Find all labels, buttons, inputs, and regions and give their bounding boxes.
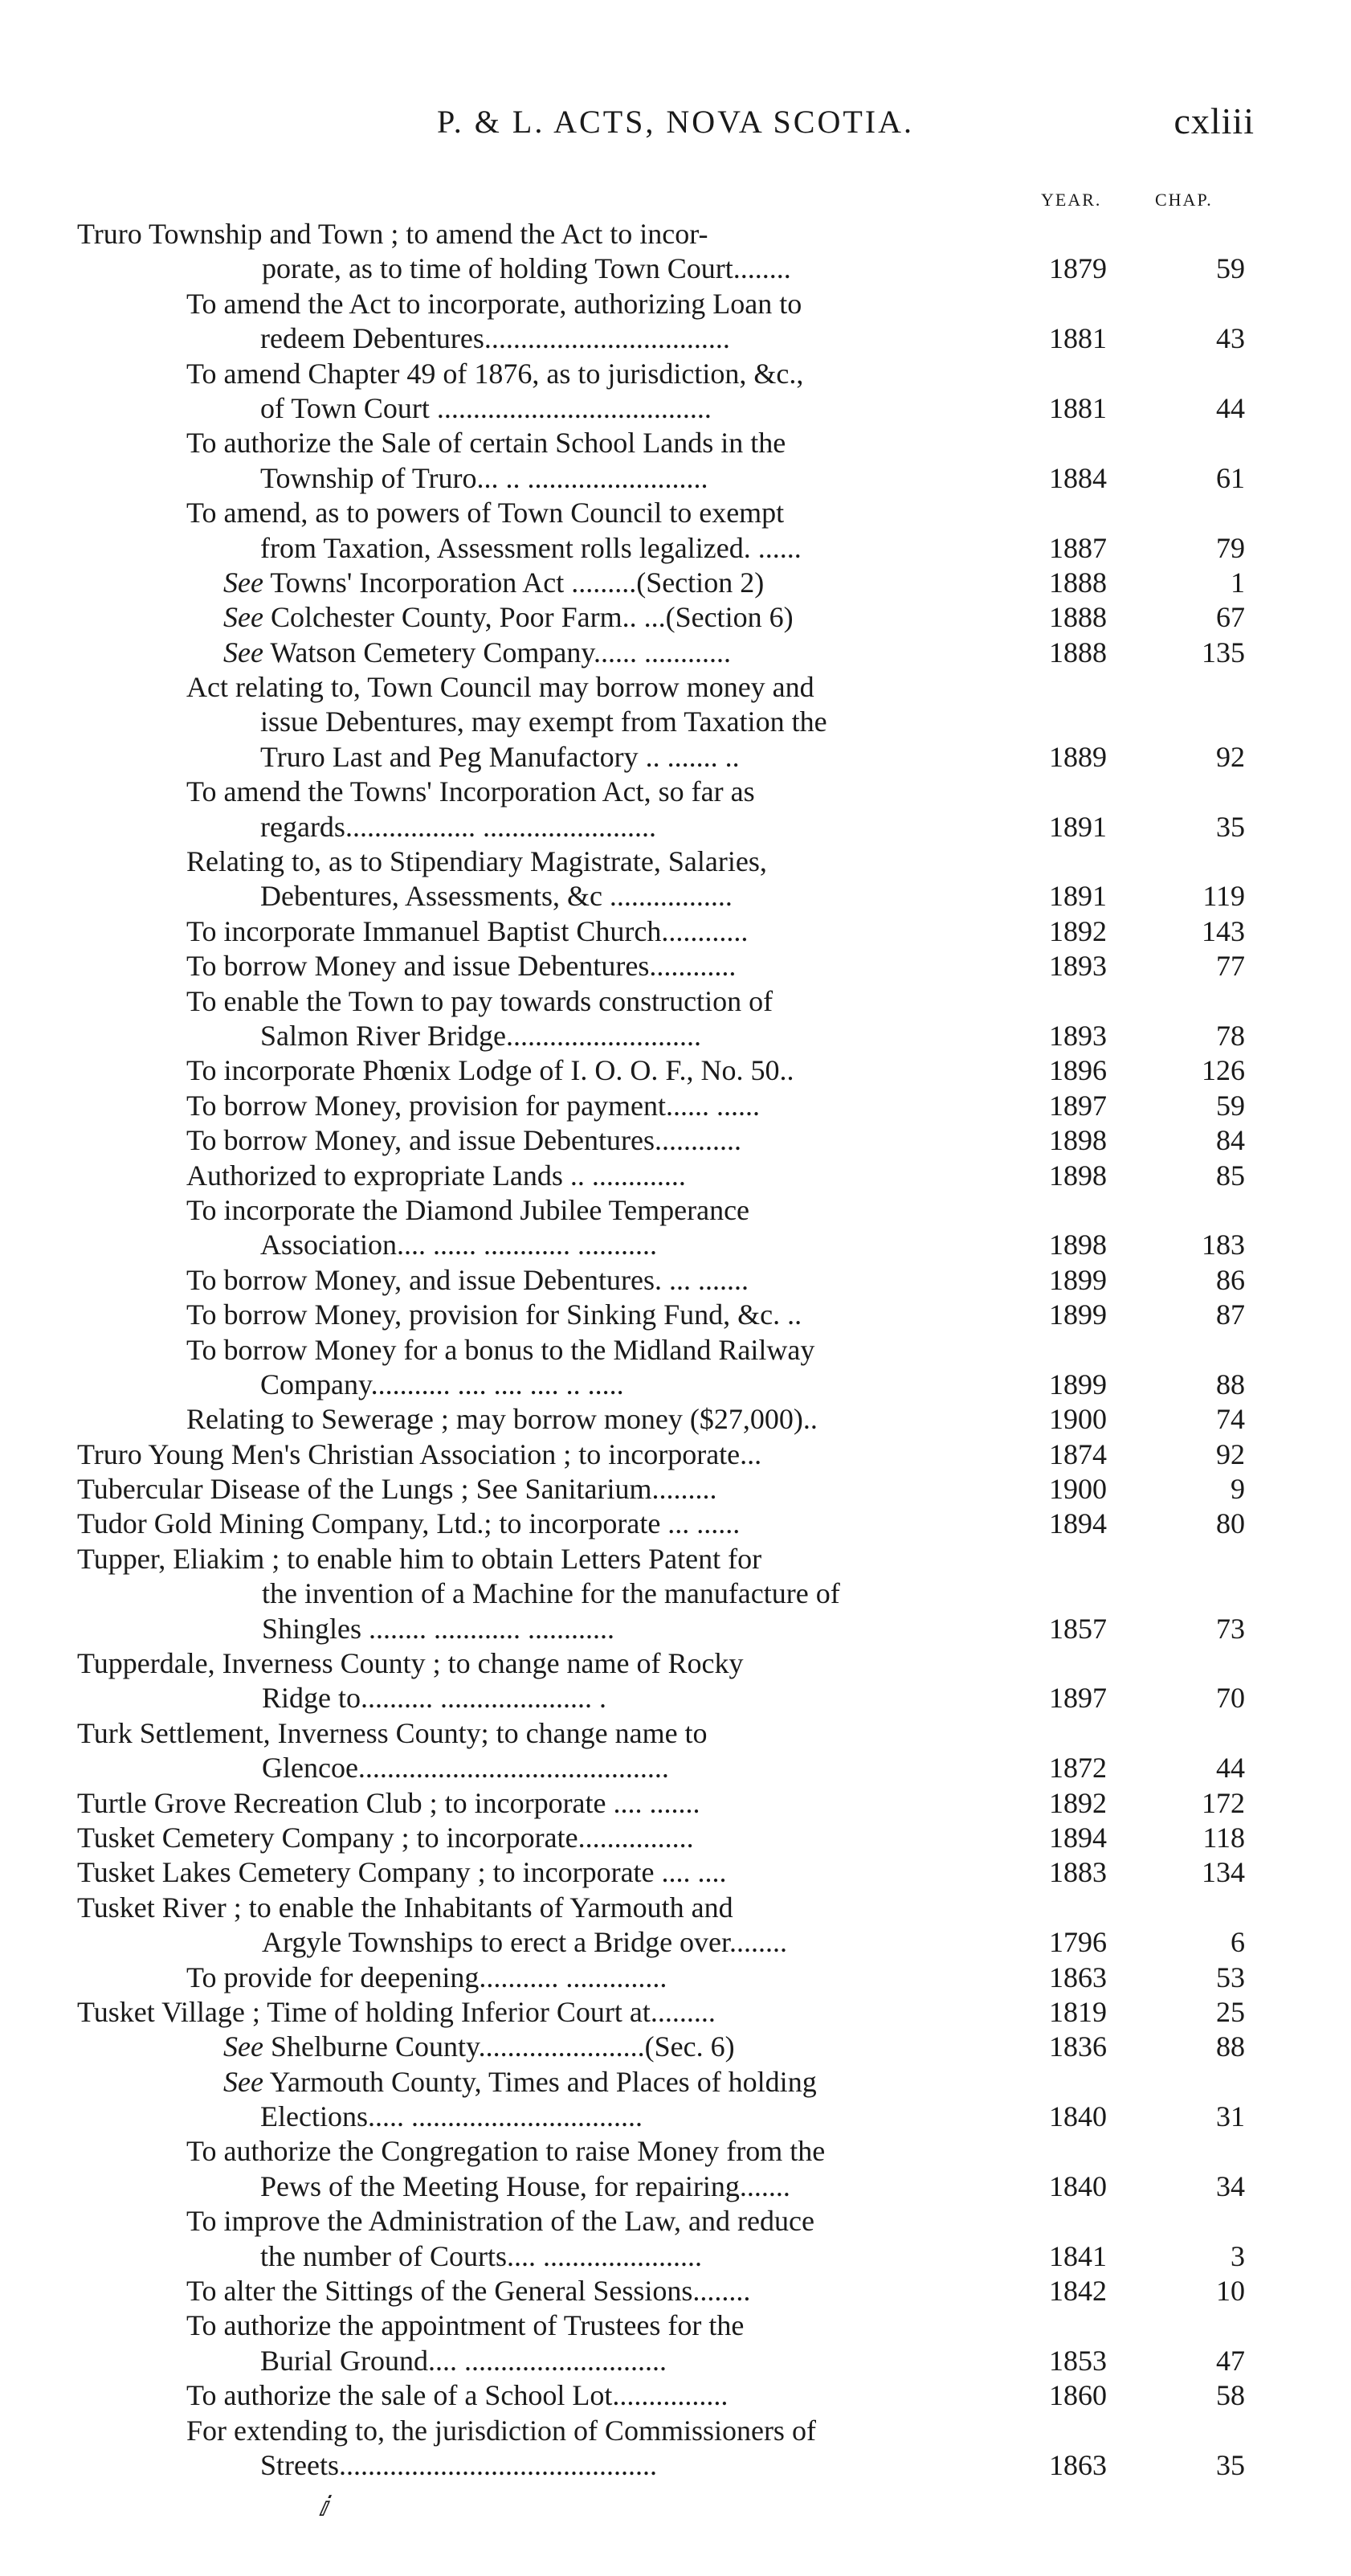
entry-year: 1897 (1049, 1682, 1107, 1715)
index-entry (0, 1716, 1351, 1786)
entry-year: 1898 (1049, 1229, 1107, 1261)
entry-year: 1872 (1049, 1752, 1107, 1785)
entry-chapter: 84 (1216, 1124, 1245, 1157)
entry-text: To incorporate Phœnix Lodge of I. O. O. F., No. 50.. (186, 1054, 794, 1087)
entry-year: 1891 (1049, 810, 1107, 843)
entry-text: redeem Debentures.................................. (260, 322, 730, 355)
chap-column-heading: CHAP. (1155, 190, 1213, 210)
entry-line (0, 2030, 1351, 2064)
entry-text: To incorporate the Diamond Jubilee Temperance (186, 1193, 750, 1226)
entry-line (0, 670, 1351, 705)
entry-year: 1874 (1049, 1437, 1107, 1470)
entry-year: 1879 (1049, 252, 1107, 285)
entry-chapter: 183 (1202, 1229, 1245, 1261)
index-entry (0, 1437, 1351, 1472)
entry-text: Relating to, as to Stipendiary Magistrate, Salaries, (186, 845, 767, 878)
index-entry (0, 1542, 1351, 1646)
entry-text: To amend the Act to incorporate, authorizing Loan to (186, 287, 802, 320)
entry-line (0, 391, 1351, 426)
entry-chapter: 126 (1202, 1054, 1245, 1087)
entry-chapter: 85 (1216, 1159, 1245, 1192)
index-entry (0, 1961, 1351, 1995)
entry-year: 1894 (1049, 1821, 1107, 1854)
year-column-heading: YEAR. (1041, 190, 1102, 210)
entry-year: 1893 (1049, 950, 1107, 983)
index-entry (0, 1472, 1351, 1507)
index-entry (0, 2378, 1351, 2413)
entry-line (0, 531, 1351, 566)
entry-text: Watson Cemetery Company...... ............ (270, 636, 732, 669)
entry-line (0, 1681, 1351, 1715)
entry-chapter: 6 (1231, 1926, 1245, 1959)
entry-chapter: 34 (1216, 2169, 1245, 2202)
see-reference: See (223, 636, 263, 669)
entry-chapter: 9 (1231, 1473, 1245, 1506)
entry-text: To borrow Money and issue Debentures............ (186, 950, 737, 983)
entry-line (0, 1751, 1351, 1785)
entry-text: Act relating to, Town Council may borrow money and (186, 671, 814, 704)
entry-text: Elections..... ................................ (260, 2100, 643, 2133)
entry-line (0, 984, 1351, 1019)
index-entry (0, 566, 1351, 600)
entry-text: Relating to Sewerage ; may borrow money ($27,000).. (186, 1403, 818, 1436)
entry-line (0, 1228, 1351, 1262)
entry-text: Authorized to expropriate Lands .. ............. (186, 1159, 686, 1192)
entry-line (0, 1159, 1351, 1193)
entry-year: 1899 (1049, 1368, 1107, 1400)
entry-chapter: 172 (1202, 1786, 1245, 1819)
entry-year: 1899 (1049, 1263, 1107, 1296)
entry-text: Ridge to.......... ..................... . (262, 1682, 606, 1715)
index-entry (0, 636, 1351, 670)
entry-text: of Town Court ...................................... (260, 391, 712, 424)
entry-chapter: 78 (1216, 1019, 1245, 1052)
entry-text: To borrow Money, provision for Sinking Fund, &c. .. (186, 1298, 802, 1331)
entry-chapter: 1 (1231, 566, 1245, 599)
entry-text: To authorize the appointment of Trustees for the (186, 2309, 745, 2342)
entry-text: To borrow Money, provision for payment...... ...... (186, 1089, 761, 1122)
entry-line (0, 2169, 1351, 2204)
entry-text: Tubercular Disease of the Lungs ; See Sanitarium......... (77, 1473, 717, 1506)
entry-line (0, 879, 1351, 914)
entry-year: 1898 (1049, 1159, 1107, 1192)
entry-text: Glencoe........................................... (262, 1752, 669, 1785)
entry-year: 1887 (1049, 531, 1107, 564)
entry-line (0, 2344, 1351, 2378)
entry-line (0, 600, 1351, 635)
entry-chapter: 47 (1216, 2344, 1245, 2377)
entry-year: 1888 (1049, 601, 1107, 634)
entry-text: To amend Chapter 49 of 1876, as to jurisdiction, &c., (186, 357, 804, 390)
index-entry (0, 1123, 1351, 1158)
entry-line (0, 496, 1351, 530)
entry-year: 1893 (1049, 1019, 1107, 1052)
entry-chapter: 143 (1202, 914, 1245, 947)
entry-text: Tusket Lakes Cemetery Company ; to incorporate .... .... (77, 1856, 727, 1889)
index-entries (0, 217, 1351, 2483)
entry-line (0, 287, 1351, 321)
entry-text: To provide for deepening........... .............. (186, 1961, 667, 1993)
index-entry (0, 1333, 1351, 1403)
entry-year: 1841 (1049, 2239, 1107, 2272)
index-entry (0, 1821, 1351, 1855)
index-entry (0, 217, 1351, 287)
entry-year: 1853 (1049, 2344, 1107, 2377)
entry-line (0, 775, 1351, 809)
entry-chapter: 134 (1202, 1856, 1245, 1889)
entry-year: 1863 (1049, 2449, 1107, 2481)
entry-text: To authorize the Sale of certain School Lands in the (186, 427, 786, 460)
entry-year: 1897 (1049, 1089, 1107, 1122)
entry-line (0, 1123, 1351, 1158)
entry-chapter: 43 (1216, 322, 1245, 355)
index-entry (0, 914, 1351, 949)
entry-chapter: 86 (1216, 1263, 1245, 1296)
index-entry (0, 775, 1351, 844)
index-entry (0, 287, 1351, 357)
entry-line (0, 1298, 1351, 1332)
entry-chapter: 58 (1216, 2379, 1245, 2412)
entry-text: Burial Ground.... ............................ (260, 2344, 667, 2377)
entry-line (0, 1193, 1351, 1228)
entry-year: 1900 (1049, 1473, 1107, 1506)
entry-text: To borrow Money for a bonus to the Midland Railway (186, 1333, 815, 1366)
entry-line (0, 810, 1351, 844)
index-entry (0, 600, 1351, 635)
entry-line (0, 636, 1351, 670)
index-entry (0, 949, 1351, 983)
index-entry (0, 1193, 1351, 1263)
entry-year: 1860 (1049, 2379, 1107, 2412)
entry-line (0, 2065, 1351, 2100)
entry-year: 1898 (1049, 1124, 1107, 1157)
entry-line (0, 1855, 1351, 1890)
index-entry (0, 1507, 1351, 1541)
entry-text: Tusket Village ; Time of holding Inferior Court at......... (77, 1995, 716, 2028)
entry-chapter: 119 (1202, 880, 1245, 913)
entry-chapter: 3 (1231, 2239, 1245, 2272)
entry-chapter: 88 (1216, 2030, 1245, 2063)
entry-text: Tupper, Eliakim ; to enable him to obtain Letters Patent for (77, 1542, 762, 1575)
entry-chapter: 53 (1216, 1961, 1245, 1993)
entry-line (0, 426, 1351, 460)
entry-line (0, 2239, 1351, 2274)
entry-line (0, 705, 1351, 739)
index-entry (0, 844, 1351, 914)
index-entry (0, 1263, 1351, 1298)
entry-line (0, 1089, 1351, 1123)
entry-text: from Taxation, Assessment rolls legalized. ...... (260, 531, 802, 564)
entry-text: Township of Truro... .. ......................... (260, 461, 708, 494)
index-entry (0, 2274, 1351, 2308)
index-entry (0, 1995, 1351, 2030)
entry-line (0, 251, 1351, 286)
entry-line (0, 1925, 1351, 1960)
index-entry (0, 1053, 1351, 1088)
entry-text: To amend the Towns' Incorporation Act, so far as (186, 775, 755, 808)
index-entry (0, 2065, 1351, 2135)
entry-line (0, 321, 1351, 356)
entry-year: 1900 (1049, 1403, 1107, 1436)
index-entry (0, 1402, 1351, 1437)
index-entry (0, 2134, 1351, 2204)
entry-text: Tusket River ; to enable the Inhabitants of Yarmouth and (77, 1891, 733, 1924)
entry-chapter: 92 (1216, 1437, 1245, 1470)
entry-chapter: 73 (1216, 1612, 1245, 1645)
entry-line (0, 1053, 1351, 1088)
entry-line (0, 1542, 1351, 1576)
entry-text: To alter the Sittings of the General Sessions........ (186, 2275, 751, 2308)
entry-year: 1896 (1049, 1054, 1107, 1087)
entry-text: Tudor Gold Mining Company, Ltd.; to incorporate ... ...... (77, 1507, 741, 1540)
entry-line (0, 949, 1351, 983)
index-entry (0, 1855, 1351, 1890)
entry-year: 1840 (1049, 2169, 1107, 2202)
entry-year: 1888 (1049, 566, 1107, 599)
entry-line (0, 844, 1351, 879)
entry-line (0, 2100, 1351, 2134)
entry-year: 1836 (1049, 2030, 1107, 2063)
index-entry (0, 496, 1351, 566)
entry-text: regards.................. ........................ (260, 810, 656, 843)
entry-line (0, 2134, 1351, 2169)
entry-line (0, 2308, 1351, 2343)
entry-text: Tusket Cemetery Company ; to incorporate................ (77, 1821, 694, 1854)
index-entry (0, 1891, 1351, 1961)
index-entry (0, 1646, 1351, 1716)
entry-chapter: 92 (1216, 740, 1245, 773)
index-entry (0, 1786, 1351, 1821)
index-entry (0, 2204, 1351, 2274)
index-entry (0, 670, 1351, 775)
entry-line (0, 566, 1351, 600)
entry-text: Shingles ........ ............ ............ (262, 1612, 615, 1645)
entry-text: To incorporate Immanuel Baptist Church............ (186, 914, 749, 947)
entry-chapter: 70 (1216, 1682, 1245, 1715)
entry-text: To amend, as to powers of Town Council to exempt (186, 497, 785, 530)
entry-year: 1840 (1049, 2100, 1107, 2133)
entry-year: 1894 (1049, 1507, 1107, 1540)
entry-text: Truro Township and Town ; to amend the Act to incor- (77, 218, 708, 250)
running-head (0, 95, 1351, 143)
see-reference: See (223, 2065, 263, 2098)
entry-year: 1899 (1049, 1298, 1107, 1331)
entry-text: Colchester County, Poor Farm.. ...(Section 6) (270, 601, 794, 634)
entry-line (0, 2414, 1351, 2448)
entry-chapter: 35 (1216, 2449, 1245, 2481)
entry-line (0, 914, 1351, 949)
index-entry (0, 1298, 1351, 1332)
entry-text: the number of Courts.... ...................... (260, 2239, 702, 2272)
see-reference: See (223, 2030, 263, 2063)
entry-chapter: 31 (1216, 2100, 1245, 2133)
entry-chapter: 87 (1216, 1298, 1245, 1331)
entry-chapter: 77 (1216, 950, 1245, 983)
index-entry (0, 426, 1351, 496)
entry-text: To authorize the sale of a School Lot................ (186, 2379, 729, 2412)
entry-chapter: 35 (1216, 810, 1245, 843)
entry-text: To improve the Administration of the Law, and reduce (186, 2205, 814, 2238)
entry-text: Streets............................................ (260, 2449, 657, 2481)
entry-year: 1881 (1049, 322, 1107, 355)
entry-text: Shelburne County.......................(Sec. 6) (270, 2030, 735, 2063)
entry-line (0, 740, 1351, 775)
index-entry (0, 2030, 1351, 2064)
entry-line (0, 1507, 1351, 1541)
entry-year: 1891 (1049, 880, 1107, 913)
index-entry (0, 357, 1351, 427)
entry-line (0, 1786, 1351, 1821)
entry-year: 1888 (1049, 636, 1107, 669)
entry-chapter: 79 (1216, 531, 1245, 564)
entry-text: Towns' Incorporation Act .........(Section 2) (270, 566, 765, 599)
entry-chapter: 118 (1202, 1821, 1245, 1854)
entry-text: Debentures, Assessments, &c ................. (260, 880, 733, 913)
entry-text: porate, as to time of holding Town Court........ (262, 252, 791, 285)
entry-year: 1857 (1049, 1612, 1107, 1645)
entry-year: 1863 (1049, 1961, 1107, 1993)
entry-year: 1842 (1049, 2275, 1107, 2308)
entry-text: Turtle Grove Recreation Club ; to incorporate .... ....... (77, 1786, 700, 1819)
entry-text: the invention of a Machine for the manufacture of (262, 1577, 840, 1610)
entry-text: Association.... ...... ............ ........... (260, 1229, 657, 1261)
entry-line (0, 1263, 1351, 1298)
entry-text: Truro Last and Peg Manufactory .. ....... .. (260, 740, 740, 773)
entry-line (0, 217, 1351, 251)
entry-line (0, 1961, 1351, 1995)
column-headings (0, 190, 1351, 214)
entry-line (0, 1368, 1351, 1402)
entry-line (0, 2448, 1351, 2483)
entry-text: Pews of the Meeting House, for repairing....... (260, 2169, 790, 2202)
entry-line (0, 1576, 1351, 1611)
entry-chapter: 59 (1216, 252, 1245, 285)
see-reference: See (223, 601, 263, 634)
entry-chapter: 44 (1216, 391, 1245, 424)
stray-mark: ⅈ (318, 2492, 328, 2522)
entry-text: Salmon River Bridge........................... (260, 1019, 701, 1052)
entry-text: Turk Settlement, Inverness County; to change name to (77, 1716, 708, 1749)
entry-chapter: 74 (1216, 1403, 1245, 1436)
index-entry (0, 984, 1351, 1054)
index-entry (0, 2308, 1351, 2378)
page-number: cxliii (1173, 100, 1255, 141)
entry-chapter: 135 (1202, 636, 1245, 669)
entry-text: To enable the Town to pay towards construction of (186, 984, 773, 1017)
entry-chapter: 25 (1216, 1995, 1245, 2028)
entry-text: For extending to, the jurisdiction of Commissioners of (186, 2414, 816, 2447)
entry-text: To borrow Money, and issue Debentures............ (186, 1124, 742, 1157)
entry-line (0, 2274, 1351, 2308)
entry-chapter: 61 (1216, 461, 1245, 494)
entry-year: 1819 (1049, 1995, 1107, 2028)
entry-line (0, 1891, 1351, 1925)
entry-line (0, 1019, 1351, 1053)
entry-year: 1889 (1049, 740, 1107, 773)
entry-text: Argyle Townships to erect a Bridge over........ (262, 1926, 788, 1959)
entry-year: 1892 (1049, 914, 1107, 947)
index-entry (0, 2414, 1351, 2484)
entry-chapter: 88 (1216, 1368, 1245, 1400)
entry-year: 1892 (1049, 1786, 1107, 1819)
entry-line (0, 1472, 1351, 1507)
entry-line (0, 1437, 1351, 1472)
entry-chapter: 59 (1216, 1089, 1245, 1122)
entry-text: Yarmouth County, Times and Places of holding (269, 2065, 817, 2098)
entry-line (0, 2378, 1351, 2413)
entry-line (0, 1821, 1351, 1855)
entry-text: Company........... .... .... .... .. ..... (260, 1368, 624, 1400)
entry-text: Tupperdale, Inverness County ; to change name of Rocky (77, 1647, 744, 1680)
entry-text: To authorize the Congregation to raise Money from the (186, 2135, 826, 2168)
entry-year: 1881 (1049, 391, 1107, 424)
entry-line (0, 1402, 1351, 1437)
entry-chapter: 80 (1216, 1507, 1245, 1540)
entry-line (0, 2204, 1351, 2239)
entry-line (0, 1646, 1351, 1681)
index-entry (0, 1089, 1351, 1123)
running-title: P. & L. ACTS, NOVA SCOTIA. (436, 104, 915, 140)
entry-text: issue Debentures, may exempt from Taxation the (260, 705, 827, 738)
see-reference: See (223, 566, 263, 599)
entry-line (0, 357, 1351, 391)
entry-line (0, 461, 1351, 496)
entry-line (0, 1995, 1351, 2030)
index-entry (0, 1159, 1351, 1193)
entry-line (0, 1716, 1351, 1751)
entry-year: 1796 (1049, 1926, 1107, 1959)
entry-chapter: 67 (1216, 601, 1245, 634)
entry-line (0, 1333, 1351, 1368)
entry-text: Truro Young Men's Christian Association ; to incorporate... (77, 1437, 762, 1470)
entry-chapter: 10 (1216, 2275, 1245, 2308)
entry-year: 1883 (1049, 1856, 1107, 1889)
entry-year: 1884 (1049, 461, 1107, 494)
entry-text: To borrow Money, and issue Debentures. ... ....... (186, 1263, 749, 1296)
entry-line (0, 1612, 1351, 1646)
entry-chapter: 44 (1216, 1752, 1245, 1785)
